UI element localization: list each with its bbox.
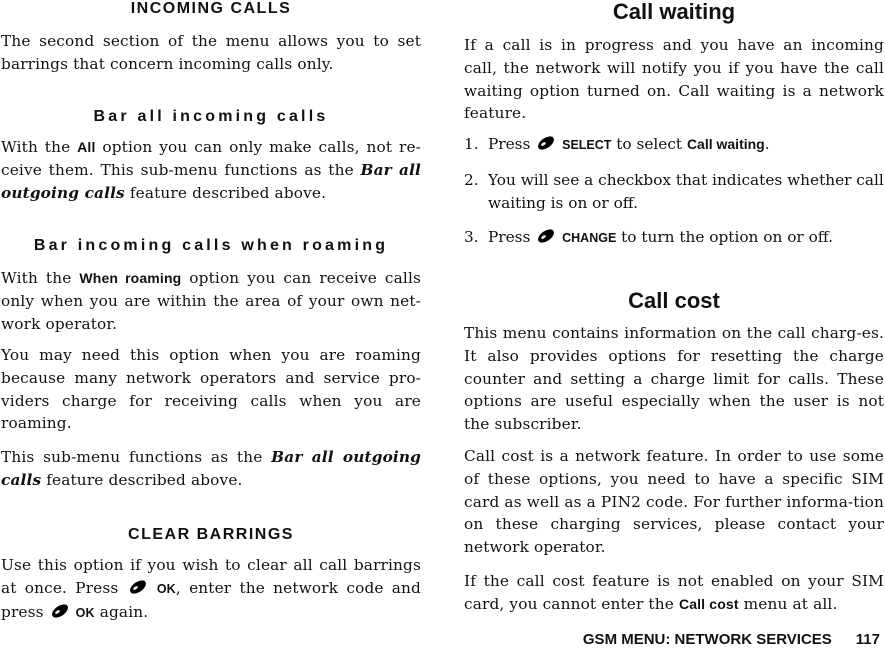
page-number: 117 [855, 631, 880, 648]
call-cost-text-2: Call cost is a network feature. In order to use some of these options, you need to have a specific SIM card as well as a PIN2 code. For further informa-tion on these charging services, please contact your network operator. [464, 447, 884, 557]
call-waiting-steps [464, 133, 884, 250]
menu-option-call-waiting: Call waiting [686, 136, 765, 152]
softkey-button-icon [127, 579, 149, 595]
select-key-label: SELECT [562, 138, 612, 152]
footer-section-title: GSM MENU: NETWORK SERVICES [582, 631, 832, 648]
text-run: menu at all. [738, 594, 838, 613]
incoming-calls-heading: INCOMING CALLS [130, 0, 292, 17]
ok-key-label: OK [75, 605, 95, 620]
text-run: Press [488, 135, 536, 153]
bar-roaming-heading: Bar incoming calls when roaming [33, 237, 389, 254]
call-waiting-intro: If a call is in progress and you have an incoming call, the network will notify you if you have the call waiting option turned on. Call waiting is a network feature. [464, 36, 884, 123]
text-run: to turn the option on or off. [616, 228, 833, 247]
text-run: , enter the network code and press [1, 578, 422, 621]
menu-option-when-roaming: When roaming [79, 270, 182, 286]
text-run: . [764, 135, 770, 153]
roaming-text-3 [1, 446, 421, 492]
text-run: Use this option if you wish to clear all call barrings at once. Press [1, 556, 421, 597]
step-number: 3. [464, 228, 479, 247]
text-run: If the call cost feature is not enabled on your SIM card, you cannot enter the [464, 572, 884, 613]
call-cost-text-3 [464, 570, 884, 616]
clear-barrings-heading: CLEAR BARRINGS [128, 526, 294, 543]
softkey-button-icon [49, 603, 71, 619]
feature-reference: Bar all outgoing calls [1, 448, 422, 489]
step-item [464, 226, 884, 250]
text-run: You will see a checkbox that indicates whether call waiting is on or off. [488, 170, 884, 212]
call-waiting-heading: Call waiting [612, 0, 736, 24]
ok-key-label: OK [156, 581, 176, 596]
menu-option-call-cost: Call cost [678, 595, 739, 612]
text-run: feature described above. [124, 183, 327, 202]
step-item [464, 133, 884, 157]
step-number: 2. [464, 170, 479, 189]
text-run: This sub-menu functions as the [1, 448, 272, 466]
bar-all-incoming-heading: Bar all incoming calls [93, 108, 329, 125]
roaming-text-2: You may need this option when you are roaming because many network operators and service pro-viders charge for receiving calls when you are roaming. [1, 346, 421, 433]
text-run: option you can only make calls, not re-ceive them. This sub-menu functions as the [1, 138, 421, 179]
call-cost-text-1: This menu contains information on the call charg-es. It also provides options for resetting the charge counter and setting a charge limit for calls. These options are useful especially when the user is not the subscriber. [464, 324, 884, 434]
menu-option-all: All [77, 139, 96, 155]
text-run: feature described above. [41, 470, 243, 489]
roaming-text-1 [1, 267, 421, 335]
clear-barrings-text [1, 554, 421, 624]
bar-all-text [1, 136, 421, 204]
text-run: again. [94, 602, 149, 621]
softkey-button-icon [535, 228, 557, 244]
text-run: With the [1, 138, 78, 156]
text-run: option you can receive calls only when you are within the area of your own net-work operator. [1, 269, 421, 333]
step-item [464, 169, 884, 215]
page-footer [0, 631, 880, 649]
call-cost-heading: Call cost [628, 288, 720, 313]
change-key-label: CHANGE [562, 231, 617, 246]
text-run: to select [611, 135, 687, 153]
text-run: With the [1, 269, 80, 287]
softkey-button-icon [535, 135, 557, 151]
feature-reference: Bar all outgoing calls [1, 160, 421, 202]
step-number: 1. [464, 135, 479, 153]
incoming-intro-text: The second section of the menu allows you to set barrings that concern incoming calls only. [1, 32, 421, 73]
text-run: Press [488, 228, 536, 247]
